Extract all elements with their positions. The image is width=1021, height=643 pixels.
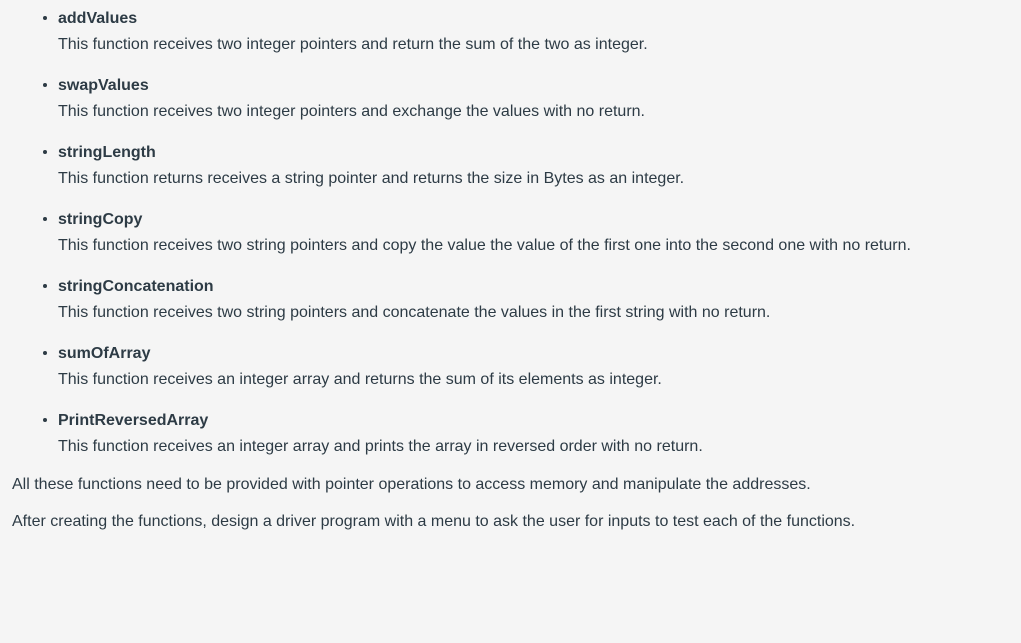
- bullet-icon: [43, 83, 47, 87]
- list-item-stringLength: [12, 140, 1011, 192]
- function-name: addValues: [58, 10, 138, 27]
- bullet-icon: [43, 284, 47, 288]
- function-list: [12, 0, 1011, 460]
- list-item-addValues: [12, 6, 1011, 58]
- function-name: stringLength: [58, 144, 156, 161]
- bullet-icon: [43, 418, 47, 422]
- function-name: PrintReversedArray: [58, 412, 209, 429]
- function-description: This function receives two integer pointers and exchange the values with no return.: [58, 103, 645, 120]
- function-description: This function receives two string pointers and concatenate the values in the first string with no return.: [58, 304, 771, 321]
- bullet-icon: [43, 217, 47, 221]
- function-description: This function receives two string pointers and copy the value the value of the first one into the second one with no return.: [58, 237, 911, 254]
- function-description: This function returns receives a string pointer and returns the size in Bytes as an integer.: [58, 170, 685, 187]
- list-item-stringConcatenation: [12, 274, 1011, 326]
- list-item-swapValues: [12, 73, 1011, 125]
- pointer-note-paragraph: All these functions need to be provided with pointer operations to access memory and manipulate the addresses.: [12, 476, 811, 493]
- function-description: This function receives an integer array and prints the array in reversed order with no return.: [58, 438, 703, 455]
- function-name: stringConcatenation: [58, 278, 214, 295]
- bullet-icon: [43, 16, 47, 20]
- function-name: stringCopy: [58, 211, 143, 228]
- bullet-icon: [43, 150, 47, 154]
- list-item-PrintReversedArray: [12, 408, 1011, 460]
- function-name: sumOfArray: [58, 345, 151, 362]
- function-description: This function receives an integer array and returns the sum of its elements as integer.: [58, 371, 662, 388]
- driver-note-paragraph: After creating the functions, design a driver program with a menu to ask the user for inputs to test each of the functions.: [12, 513, 856, 530]
- function-name: swapValues: [58, 77, 149, 94]
- list-item-stringCopy: [12, 207, 1011, 259]
- list-item-sumOfArray: [12, 341, 1011, 393]
- function-description: This function receives two integer pointers and return the sum of the two as integer.: [58, 36, 648, 53]
- bullet-icon: [43, 351, 47, 355]
